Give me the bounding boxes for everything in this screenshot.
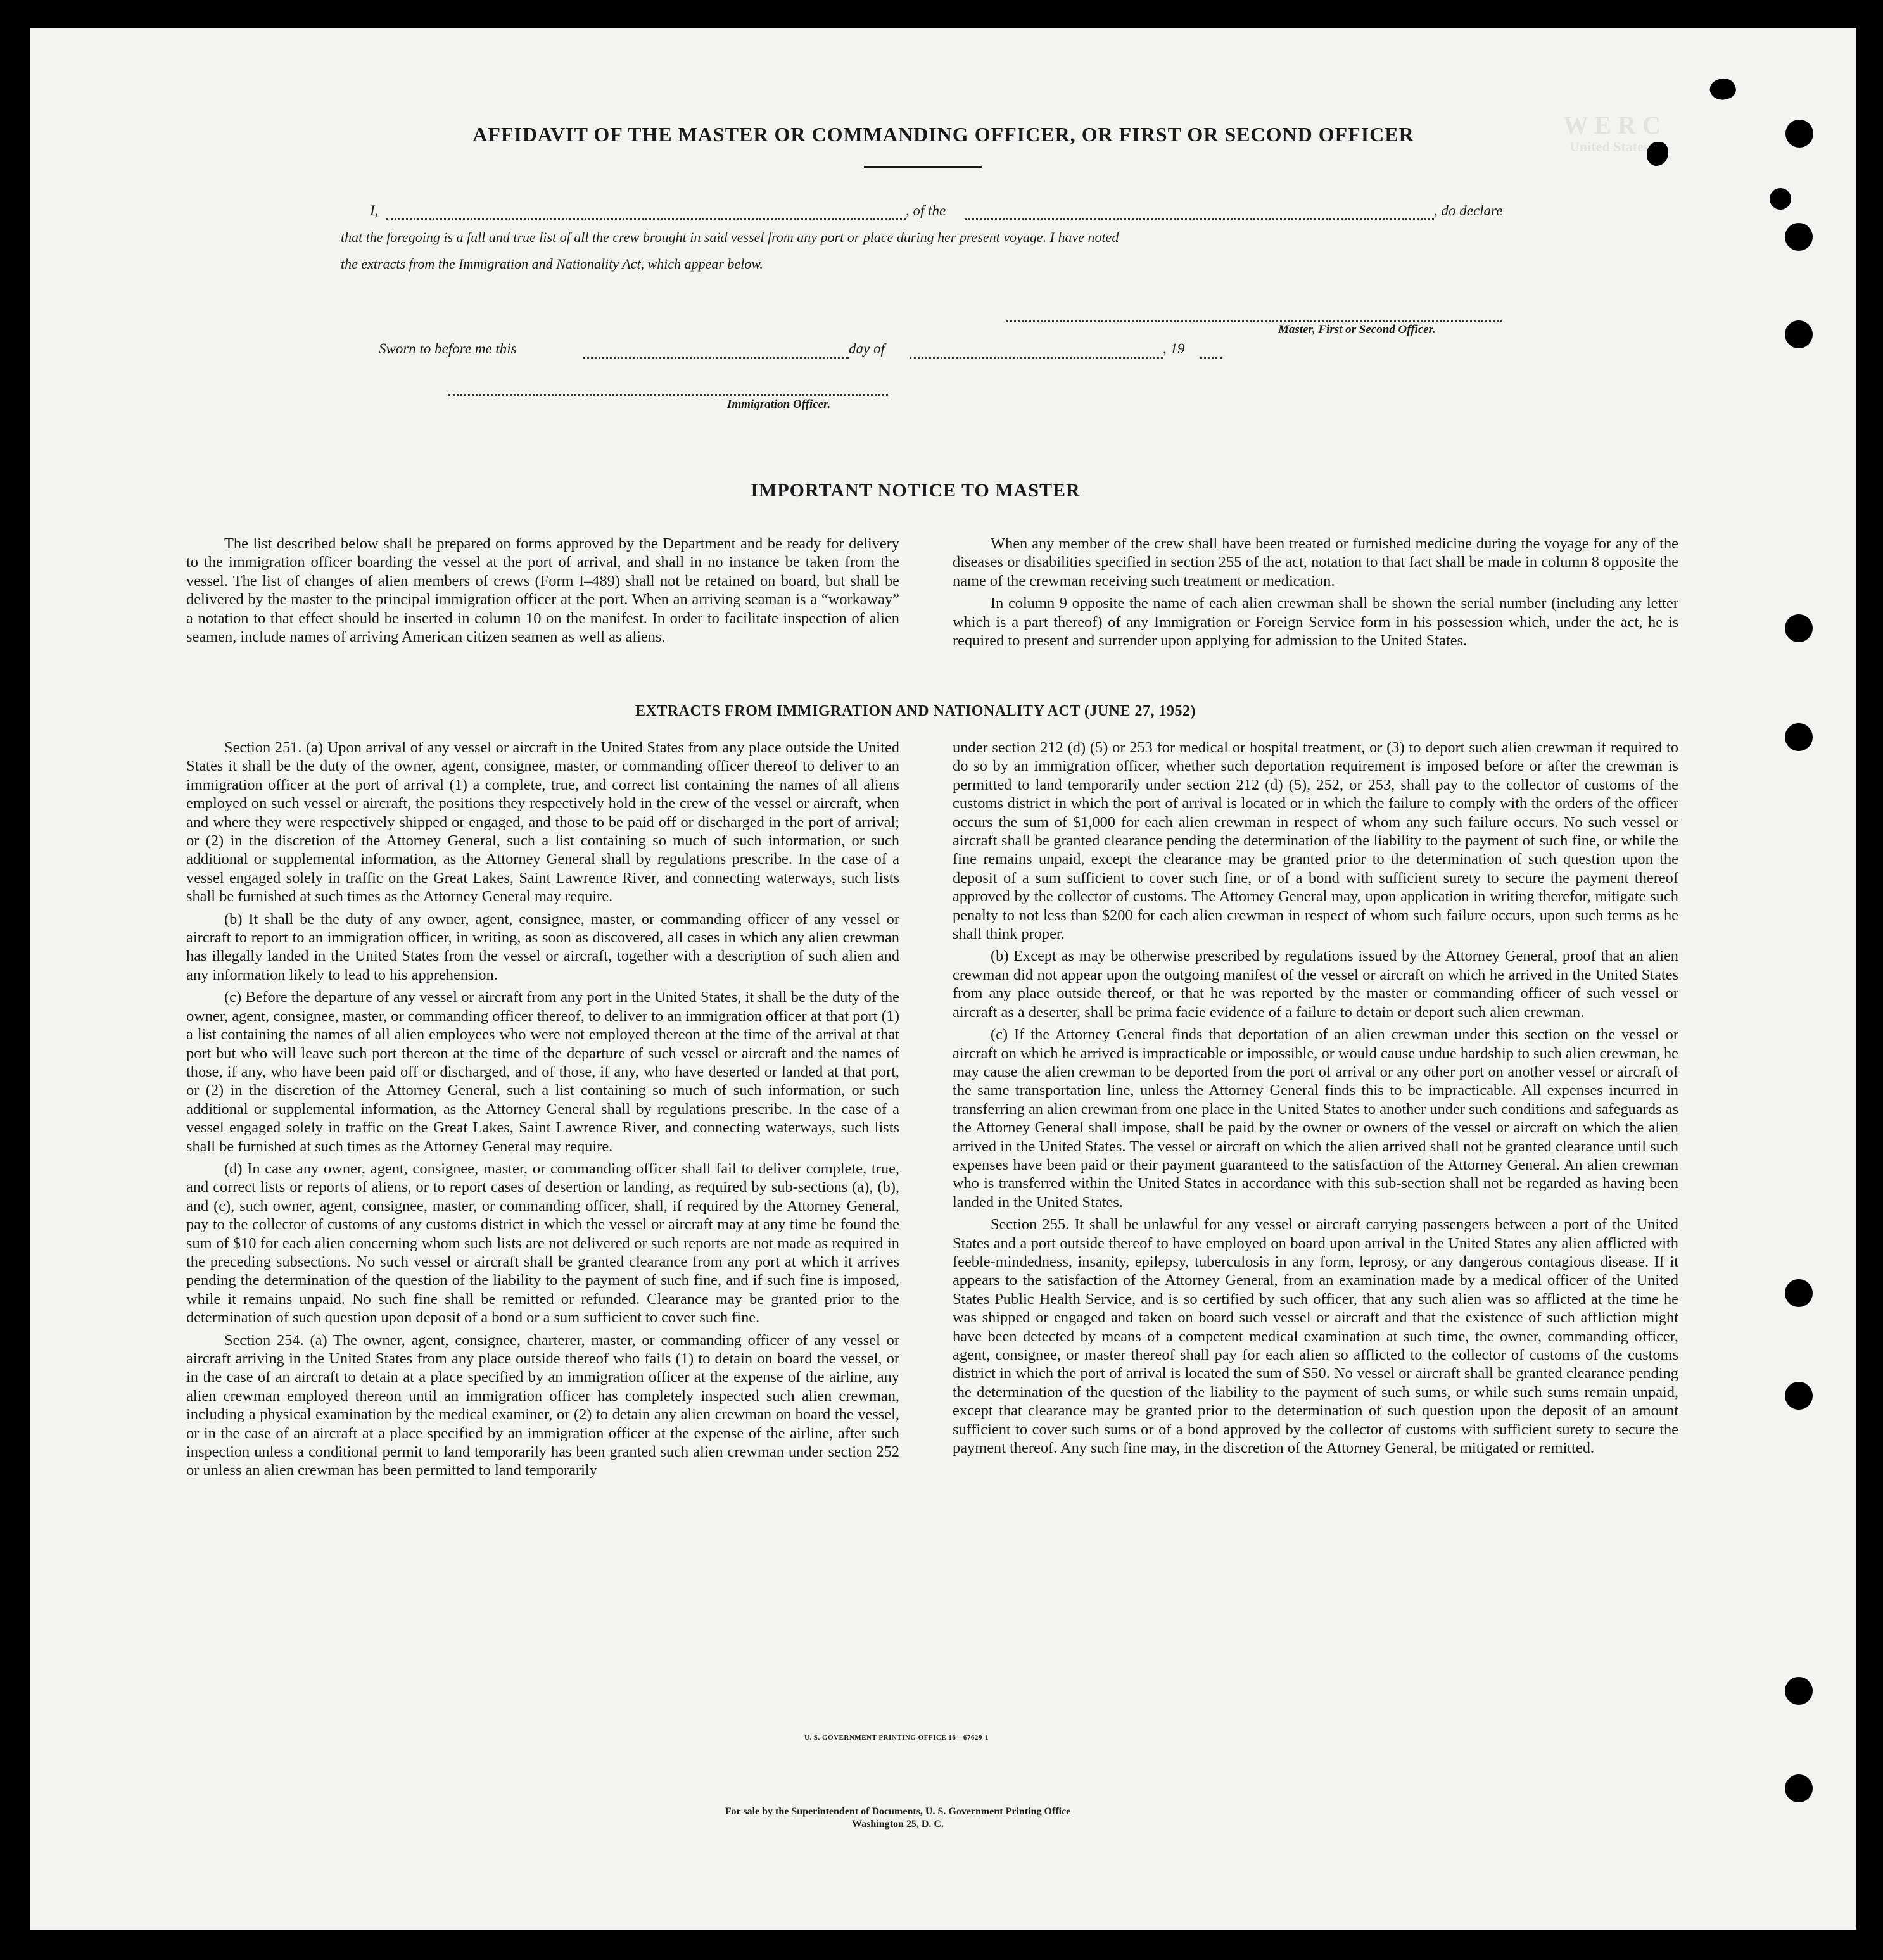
sworn-year-field[interactable] — [1200, 357, 1222, 359]
punch-hole — [1770, 188, 1791, 210]
affidavit-title: AFFIDAVIT OF THE MASTER OR COMMANDING OFFICER, OR FIRST OR SECOND OFFICER — [472, 123, 1414, 146]
declaration-line-3: the extracts from the Immigration and Nationality Act, which appear below. — [341, 256, 763, 272]
vessel-name-field[interactable] — [965, 218, 1434, 220]
statute-paragraph: Section 254. (a) The owner, agent, consignee, charterer, master, or commanding officer of any vessel or aircraft arriving in the United States from any place outside thereof who fails (1) to detain on board the vessel, or in the case of an aircraft to detain at a place specified by an immigration officer at the expense of the airline, any alien crewman employed thereon until an immigration officer has completely inspected such alien crewman, including a physical examination by the medical examiner, or (2) to detain any alien crewman on board the vessel, or in the case of an aircraft at a place specified by an immigration officer at the expense of the airline, after such inspection unless a conditional permit to land temporarily has been granted such alien crewman under section 252 or unless an alien crewman has been permitted to land temporarily — [186, 1331, 899, 1479]
statute-paragraph: Section 255. It shall be unlawful for any vessel or aircraft carrying passengers between a port of the United States and a port outside thereof to have employed on board upon arrival in the United States any alien afflicted with feeble-mindedness, insanity, epilepsy, tuberculosis in any form, leprosy, or any dangerous contagious disease. If it appears to the satisfaction of the Attorney General, from an examination made by a medical officer of the United States Public Health Service, and is so certified by such officer, that any such alien was so afflicted at the time he was shipped or engaged and taken on board such vessel or aircraft and that the existence of such affliction might have been detected by means of a competent medical examination at such time, the owner, commanding officer, agent, consignee, or master thereof shall pay for each alien so afflicted to the collector of customs of the customs district in which the port of arrival is located the sum of $50. No vessel or aircraft shall be granted clearance pending the determination of the question of the liability to the payment of such sums, or while such sums remain unpaid, except that clearance may be granted prior to the determination of such question upon the deposit of an amount sufficient to cover such sums or of a bond approved by the collector of customs with sufficient surety to secure the payment thereof. Any such fine may, in the discretion of the Attorney General, be mitigated or remitted. — [953, 1216, 1678, 1457]
office-address: Washington 25, D. C. — [852, 1819, 944, 1830]
extracts-left-column — [186, 738, 899, 1484]
notice-right-column — [953, 534, 1678, 654]
document-page — [30, 28, 1856, 1930]
punch-hole — [1785, 320, 1813, 348]
punch-hole — [1785, 1677, 1813, 1705]
notice-paragraph: In column 9 opposite the name of each alien crewman shall be shown the serial number (including any letter which is a part thereof) of any Immigration or Foreign Service form in his possession which, under the act, he is required to present and surrender upon applying for admission to the United States. — [953, 595, 1678, 650]
bleed-through-text: W E R C — [1563, 111, 1661, 139]
for-sale-notice: For sale by the Superintendent of Documents, U. S. Government Printing Office — [725, 1806, 1071, 1817]
declaration-line-2: that the foregoing is a full and true list of all the crew brought in said vessel from any port or place during her present voyage. I have noted — [341, 229, 1119, 245]
punch-hole — [1785, 1279, 1813, 1307]
statute-paragraph: (b) It shall be the duty of any owner, agent, consignee, master, or commanding officer of any vessel or aircraft to report to an immigration officer, in writing, as soon as discovered, all cases in which any alien crewman has illegally landed in the United States from the vessel or aircraft, together with a description of such alien and any information likely to lead to his apprehension. — [186, 910, 899, 983]
punch-hole — [1785, 1382, 1813, 1410]
extracts-right-column — [953, 738, 1678, 1461]
sworn-day-field[interactable] — [583, 357, 849, 359]
punch-hole — [1785, 614, 1813, 642]
ink-blot — [1707, 75, 1738, 104]
notice-left-column — [186, 534, 899, 650]
statute-paragraph: (c) If the Attorney General finds that deportation of an alien crewman under this section on the vessel or aircraft on which he arrived is impracticable or impossible, or would cause undue hardship to such alien crewman, he may cause the alien crewman to be deported from the port of arrival or any other port on another vessel or aircraft of the same transportation line, unless the Attorney General finds this to be impracticable. All expenses incurred in transferring an alien crewman from one place in the United States to another under such conditions and safeguards as the Attorney General shall impose, shall be paid by the owner or owners of the vessel or aircraft on which the alien arrived in the United States. The vessel or aircraft on which the alien arrived shall not be granted clearance until such expenses have been paid or their payment guaranteed to the satisfaction of the Attorney General. An alien crewman who is transferred within the United States in accordance with this sub-section shall not be regarded as having been landed in the United States. — [953, 1026, 1678, 1211]
day-of-label: day of — [849, 341, 885, 357]
statute-paragraph: under section 212 (d) (5) or 253 for medical or hospital treatment, or (3) to deport such alien crewman if required to do so by an immigration officer, whether such deportation requirement is imposed before or after the crewman is permitted to land temporarily under section 212 (d) (5), 252, or 253, shall pay to the collector of customs of the customs district in which the port of arrival is located or in which the failure to comply with the orders of the officer occurs the sum of $1,000 for each alien crewman in respect of whom any such failure occurs. No such vessel or aircraft shall be granted clearance pending the determination of the liability to the payment of such fine, or while the fine remains unpaid, except the clearance may be granted prior to the determination of such question upon the deposit of a sum sufficient to cover such fine, or of a bond with sufficient surety to secure the payment thereof approved by the collector of customs. The Attorney General may, upon application in writing therefor, mitigate such penalty to not less than $200 for each alien crewman in respect of whom such failure occurs, upon such terms as he shall think proper. — [953, 739, 1678, 943]
year-label: , 19 — [1163, 341, 1185, 357]
bleed-through-text: United States — [1569, 139, 1649, 155]
notice-paragraph: The list described below shall be prepared on forms approved by the Department and be ready for delivery to the immigration officer boarding the vessel at the port of arrival, and shall in no instance be taken from the vessel. The list of changes of alien members of crews (Form I–489) shall not be retained on board, but shall be delivered by the master to the principal immigration officer at the port. When an arriving seaman is a “workaway” a notation to that effect should be inserted in column 10 on the manifest. In order to facilitate inspection of alien seamen, include names of arriving American citizen seamen as well as aliens. — [186, 535, 899, 646]
sworn-month-field[interactable] — [910, 357, 1163, 359]
declarant-name-field[interactable] — [386, 218, 906, 220]
statute-paragraph: (b) Except as may be otherwise prescribed by regulations issued by the Attorney General, proof that an alien crewman did not appear upon the outgoing manifest of the vessel or aircraft on which he arrived in the United States from any place outside thereof, or that he was reported by the master or commanding officer of such vessel or aircraft as a deserter, shall be prima facie evidence of a failure to detain or deport such alien crewman. — [953, 947, 1678, 1021]
punch-hole — [1785, 723, 1813, 751]
do-declare-label: , do declare — [1434, 203, 1503, 218]
statute-paragraph: (c) Before the departure of any vessel or aircraft from any port in the United States, it shall be the duty of the owner, agent, consignee, master, or commanding officer thereof, to deliver to an immigration officer at that port (1) a list containing the names of all alien employees who were not employed thereon at the time of the arrival at that port but who will leave such port thereon at the time of the departure of such vessel or aircraft and the names of those, if any, who have been paid off or discharged, and of those, if any, who have deserted or landed at that port, or (2) in the discretion of the Attorney General, such a list containing so much of such information, or such additional or supplemental information, as the Attorney General shall by regulations prescribe. In the case of a vessel engaged solely in traffic on the Great Lakes, Saint Lawrence River, and connecting waterways, such lists shall be furnished at such times as the Attorney General may require. — [186, 989, 899, 1155]
punch-hole — [1785, 1774, 1813, 1802]
statute-paragraph: Section 251. (a) Upon arrival of any vessel or aircraft in the United States from any place outside the United States it shall be the duty of the owner, agent, consignee, master, or commanding officer thereof to deliver to an immigration officer at the port of arrival (1) a complete, true, and correct list containing the names of all aliens employed on such vessel or aircraft, the positions they respectively hold in the crew of the vessel or aircraft, when and where they were respectively shipped or engaged, and those to be paid off or discharged in the port of arrival; or (2) in the discretion of the Attorney General, such a list containing so much of such information, or such additional or supplemental information, as the Attorney General shall by regulations prescribe. In the case of a vessel engaged solely in traffic on the Great Lakes, Saint Lawrence River, and connecting waterways, such lists shall be furnished at such times as the Attorney General may require. — [186, 739, 899, 906]
punch-hole — [1785, 120, 1813, 148]
title-underline — [864, 166, 982, 168]
punch-hole — [1785, 223, 1813, 251]
of-the-label: , of the — [906, 203, 946, 218]
printing-office-imprint: U. S. GOVERNMENT PRINTING OFFICE 16—67629-1 — [804, 1734, 989, 1742]
statute-paragraph: (d) In case any owner, agent, consignee, master, or commanding officer shall fail to deliver complete, true, and correct lists or reports of aliens, or to report cases of desertion or landing, as required by sub-sections (a), (b), and (c), such owner, agent, consignee, master, or commanding officer, shall, if required by the Attorney General, pay to the collector of customs of any customs district in which the vessel or aircraft may at any time be found the sum of $10 for each alien concerning whom such lists are not delivered or such reports are not made as required in the preceding subsections. No such vessel or aircraft shall be granted clearance from any port at which it arrives pending the determination of the question of the liability to the payment of such fine, and if such fine is imposed, while it remains unpaid. No such fine shall be remitted or refunded. Clearance may be granted prior to the determination of such question upon deposit of a bond or a sum sufficient to cover such fine. — [186, 1160, 899, 1327]
immigration-officer-label: Immigration Officer. — [727, 398, 831, 411]
master-signature-label: Master, First or Second Officer. — [1278, 323, 1436, 336]
notice-paragraph: When any member of the crew shall have been treated or furnished medicine during the voyage for any of the diseases or disabilities specified in section 255 of the act, notation to that fact shall be made in column 8 opposite the name of the crewman receiving such treatment or medication. — [953, 535, 1678, 590]
notice-title: IMPORTANT NOTICE TO MASTER — [751, 480, 1081, 501]
ink-blot — [1647, 142, 1668, 166]
master-signature-field[interactable] — [1006, 320, 1502, 322]
extracts-title: EXTRACTS FROM IMMIGRATION AND NATIONALITY ACT (JUNE 27, 1952) — [635, 703, 1196, 719]
sworn-prefix-label: Sworn to before me this — [379, 341, 517, 357]
declare-i-label: I, — [370, 203, 379, 218]
immigration-officer-signature-field[interactable] — [448, 394, 888, 396]
